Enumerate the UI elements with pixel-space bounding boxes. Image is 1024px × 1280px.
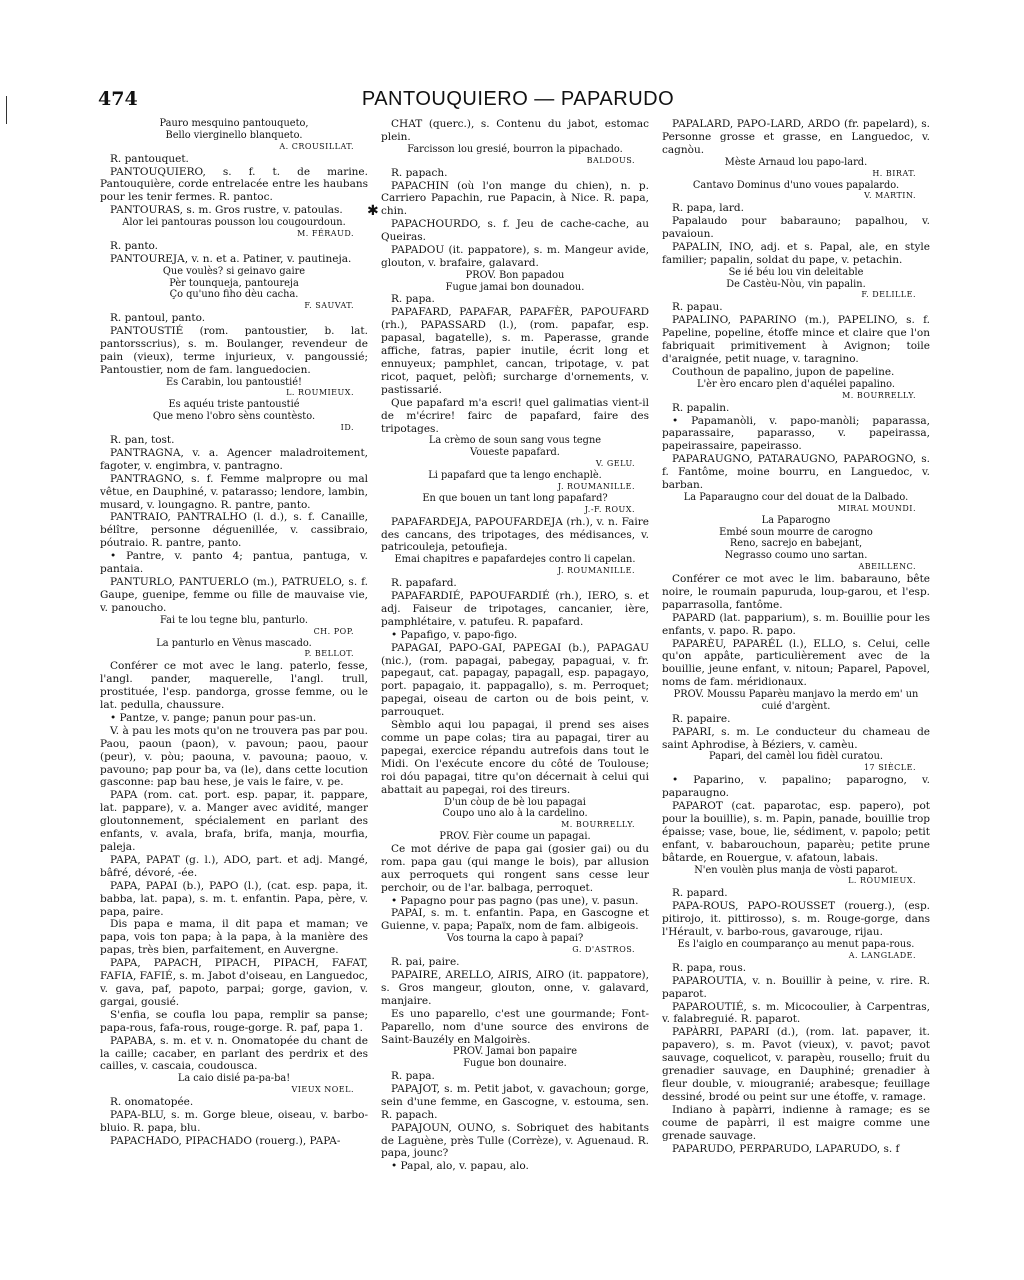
dictionary-entry: PAPARD (lat. papparium), s. m. Bouillie pour les enfants, v. papo. R. papo.: [662, 611, 930, 637]
dictionary-entry: R. papa, lard.: [672, 202, 744, 215]
quotation-line: Es l'aiglo en coumparanço au menut papa-rous.: [677, 939, 915, 951]
dictionary-entry: PANTOUREJA, v. n. et a. Patiner, v. pautineja.: [110, 252, 352, 265]
dictionary-entry: PAPACHOURDO, s. f. Jeu de cache-cache, au Queiras.: [381, 218, 649, 244]
attribution: J.-F. ROUX.: [584, 504, 635, 514]
dictionary-entry: PAPAROUTIA, v. n. Bouillir à peine, v. rire. R. paparot.: [662, 974, 930, 1000]
quotation-line: Se ié béu lou vin deleitable: [728, 266, 864, 278]
quotation-line: Negrasso coumo uno sartan.: [724, 550, 868, 562]
column-left: [100, 118, 368, 1268]
quotation-line: PROV. Bon papadou: [465, 269, 565, 281]
dictionary-entry: R. papach.: [391, 166, 448, 179]
quotation-line: Pauro mesquino pantouqueto,: [159, 118, 309, 129]
dictionary-entry: R. papau.: [672, 301, 723, 314]
dictionary-entry: PAPADOU (it. pappatore), s. m. Mangeur avide, glouton, v. brafaire, galavard.: [381, 244, 649, 269]
margin-rule: [6, 96, 7, 124]
attribution: A. CROUSILLAT.: [279, 141, 354, 151]
dictionary-entry: PANTRAGNO, s. f. Femme malpropre ou mal vêtue, en Dauphiné, v. patarasso; lendore, lambin, musard, v. loungagno. R. pantre, panto.: [100, 472, 368, 511]
quotation-line: La crèmo de soun sang vous tegne: [428, 435, 602, 447]
dictionary-entry: PAPALARD, PAPO-LARD, ARDO (fr. papelard), s. Personne grosse et grasse, en Languedoc, v. cagnòu.: [662, 118, 930, 156]
quotation-line: Bello vierginello blanqueto.: [165, 129, 303, 141]
quotation-line: La Paparaugno cour del douat de la Dalbado.: [683, 492, 909, 504]
quotation-line: En que bouen un tant long papafard?: [422, 492, 608, 504]
dictionary-entry: Couthoun de papalino, jupon de papeline.: [672, 365, 895, 378]
dictionary-entry: PAPA, PAPACH, PIPACH, PIPACH, FAFAT, FAFIA, FAFIÉ, s. m. Jabot d'oiseau, en Languedoc, v. gava, paf, papoto, parpai; gorge, gavion, v. gargai, gousié.: [100, 957, 368, 1008]
dictionary-entry: PAPARAUGNO, PATARAUGNO, PAPAROGNO, s. f. Fantôme, moine bourru, en Languedoc, v. barban.: [662, 453, 930, 492]
dictionary-entry: PAPAIRE, ARELLO, AIRIS, AIRO (it. pappatore), s. Gros mangeur, glouton, onne, v. galavard, manjaire.: [381, 968, 649, 1007]
dictionary-entry: PANTOUSTIÉ (rom. pantoustier, b. lat. pantorsscrius), s. m. Boulanger, revendeur de pain (vieux), terme injurieux, v. pangoussié; Pantoustier, nom de fam. languedocien.: [100, 325, 368, 376]
dictionary-entry: PAPARUDO, PERPARUDO, LAPARUDO, s. f: [672, 1142, 900, 1155]
dictionary-entry: PAPARI, s. m. Le conducteur du chameau de saint Aphrodise, à Béziers, v. camèu.: [662, 725, 930, 751]
dictionary-entry: Dis papa e mama, il dit papa et maman; ve papa, vois ton papa; à la papa, à la manière des papas, très bien, parfaitement, en Auvergne.: [100, 918, 368, 957]
quotation-line: Mèste Arnaud lou papo-lard.: [724, 156, 868, 168]
quotation-line: Embé soun mourre de carogno: [719, 526, 873, 538]
dictionary-entry: PAPA-ROUS, PAPO-ROUSSET (rouerg.), (esp. pitirojo, it. pittirosso), s. m. Rouge-gorge, dans l'Hérault, v. barbo-rous, gavarouge, rijau.: [662, 900, 930, 939]
dictionary-entry: PAPAFARDEJA, PAPOUFARDEJA (rh.), v. n. Faire des cancans, des tripotages, des médisances, v. patricouleja, petoufieja.: [381, 515, 649, 554]
dictionary-entry: R. papa.: [391, 1070, 435, 1082]
quotation-line: Es aquéu triste pantoustié: [168, 399, 300, 411]
attribution: P. BELLOT.: [304, 649, 354, 659]
dictionary-entry: PAPAFARDIÉ, PAPOUFARDIÉ (rh.), IERO, s. et adj. Faiseur de tripotages, cancanier, ière, pamphlétaire, v. patufeu. R. papafard.: [381, 590, 649, 628]
page-header: [98, 88, 938, 116]
dictionary-entry: PAPA, PAPAI (b.), PAPO (l.), (cat. esp. papa, it. babba, lat. papa), s. m. t. enfantin. Papa, père, v. papa, paire.: [100, 879, 368, 918]
dictionary-entry: R. pan, tost.: [110, 434, 175, 447]
dictionary-entry: PAPAGAI, PAPO-GAI, PAPEGAI (b.), PAPAGAU (nic.), (rom. papagai, pabegay, papaguai, v. fr. papegaut, cat. papagay, papagall, esp. papagayo, port. papagaio, it. pappagallo), s. m. Perroquet; papegai, oiseau de carton ou de bois peint, v. parrouquet.: [381, 641, 649, 719]
quotation-line: Alor lei pantouras pousson lou cougourdoun.: [122, 217, 346, 229]
attribution: MIRAL MOUNDI.: [837, 503, 916, 513]
quotation-line: Emai chapitres e papafardejes contro li capelan.: [394, 554, 636, 566]
quotation-line: Ço qu'uno fiho dèu cacha.: [169, 289, 299, 301]
dictionary-entry: PAPÀRRI, PAPARI (d.), (rom. lat. papaver, it. papavero), s. m. Pavot (vieux), v. pavot; pavot sauvage, coquelicot, v. parapèu, rousello; fruit du grenadier sauvage, en Dauphiné; grenadier à fleur double, v. miougranié; arabesque; feuillage dessiné, brodé ou peint sur une étoffe, v. ramage.: [662, 1026, 930, 1103]
attribution: L. ROUMIEUX.: [848, 876, 916, 886]
quotation-line: PROV. Jamai bon papaire: [453, 1046, 577, 1058]
attribution: V. GELU.: [595, 459, 635, 469]
dictionary-entry: R. papalin.: [672, 401, 730, 414]
dictionary-entry: R. pai, paire.: [391, 956, 460, 969]
dictionary-entry: R. papaire.: [672, 712, 731, 725]
dictionary-entry: PANTRAIO, PANTRALHO (l. d.), s. f. Canaille, bélître, personne déguenillée, v. cassibraio, póutraio. R. pantre, panto.: [100, 511, 368, 550]
quotation-line: Vos tourna la capo à papai?: [446, 933, 584, 945]
quotation-line: Fai te lou tegne blu, panturlo.: [159, 614, 309, 626]
quotation-line: De Castèu-Nòu, vin papalin.: [726, 278, 866, 290]
dictionary-entry: • Papagno pour pas pagno (pas une), v. pasun.: [391, 894, 639, 907]
dictionary-entry: R. papa, rous.: [672, 961, 747, 974]
dictionary-entry: Papalaudo pour babarauno; papalhou, v. pavaioun.: [662, 215, 930, 241]
attribution: F. DELILLE.: [861, 290, 916, 300]
quotation-line: Farcisson lou gresié, bourron la pipachado.: [407, 143, 623, 155]
dictionary-entry: PAPA, PAPAT (g. l.), ADO, part. et adj. Mangé, bâfré, dévoré, -ée.: [100, 853, 368, 879]
dictionary-entry: R. pantoul, panto.: [110, 312, 206, 325]
quotation-line: Li papafard que ta lengo enchaplè.: [428, 470, 602, 482]
quotation-line: Es Carabin, lou pantoustié!: [166, 376, 302, 388]
quotation-line: La caio disié pa-pa-ba!: [177, 1073, 291, 1085]
page-title: PANTOUQUIERO — PAPARUDO: [361, 88, 675, 110]
attribution: L. ROUMIEUX.: [286, 388, 354, 398]
attribution: M. BOURRELLY.: [561, 820, 635, 830]
quotation-line: N'en voulèn plus manja de vòsti paparot.: [694, 864, 898, 876]
quotation-line: PROV. Moussu Paparèu manjavo la merdo em' un cuié d'argènt.: [673, 689, 919, 712]
dictionary-entry: R. pantouquet.: [110, 152, 189, 165]
dictionary-entry: • Paparino, v. papalino; paparogno, v. paparaugno.: [662, 774, 930, 800]
attribution: M. FÉRAUD.: [297, 228, 354, 238]
dictionary-entry: PAPAFARD, PAPAFAR, PAPAFÈR, PAPOUFARD (rh.), PAPASSARD (l.), (rom. papafar, esp. papasal, bagatelle), s. m. Paperasse, grande affiche, fatras, papier inutile, écrit long et ennuyeux; pamphlet, cancan, tripotage, v. pat ricot, paquet, pelòfi; surcharge d'ornements, v. pastissarié.: [381, 306, 649, 396]
dictionary-entry: • Papal, alo, v. papau, alo.: [391, 1160, 529, 1173]
dictionary-entry: Que papafard m'a escri! quel galimatias vient-il de m'écrire! fairc de papafard, faire des tripotages.: [381, 396, 649, 435]
dictionary-entry: Conférer ce mot avec le lim. babarauno, bête noire, le roumain papuruda, loup-garou, et l'esp. paparrasolla, fantôme.: [662, 573, 930, 611]
dictionary-entry: R. papard.: [672, 887, 728, 900]
dictionary-entry: PANTURLO, PANTUERLO (m.), PATRUELO, s. f. Gaupe, guenipe, femme ou fille de mauvaise vie, v. panoucho.: [100, 576, 368, 614]
quotation-line: Que meno l'obro sèns countèsto.: [152, 411, 316, 423]
dictionary-entry: • Papafigo, v. papo-figo.: [391, 628, 518, 641]
dictionary-entry: PAPA-BLU, s. m. Gorge bleue, oiseau, v. barbo-bluio. R. papa, blu.: [100, 1109, 368, 1134]
attribution: F. SAUVAT.: [304, 301, 354, 311]
quotation-line: Fugue jamai bon dounadou.: [445, 281, 585, 293]
quotation-line: Fugue bon dounaire.: [463, 1058, 567, 1070]
attribution: 17 SIÈCLE.: [863, 763, 916, 773]
dictionary-entry: PAPAROUTIÉ, s. m. Micocoulier, à Carpentras, v. falabreguié. R. paparot.: [662, 1000, 930, 1026]
dictionary-entry: PANTRAGNA, v. a. Agencer maladroitement, fagoter, v. engimbra, v. pantragno.: [100, 446, 368, 472]
quotation-line: Cantavo Dominus d'uno voues papalardo.: [692, 179, 900, 191]
column-middle: [381, 118, 649, 1268]
attribution: ABEILLENC.: [858, 562, 916, 571]
dictionary-entry: PAPA (rom. cat. port. esp. papar, it. pappare, lat. pappare), v. a. Manger avec avidité, manger gloutonnement, spécialement en parlant des enfants, v. avala, brafa, brifa, manja, mourfia, paleja.: [100, 789, 368, 854]
dictionary-entry: • Papamanòli, v. papo-manòli; paparassa, paparassaire, paparasso, v. papeirassa, papeirassaire, papeirasso.: [662, 414, 930, 453]
attribution: BALDOUS.: [586, 155, 635, 165]
quotation-line: Que voulès? si geinavo gaire: [162, 265, 306, 277]
attribution: H. BIRAT.: [872, 168, 916, 178]
dictionary-entry: PAPAJOUN, OUNO, s. Sobriquet des habitants de Laguène, près Tulle (Corrèze), v. Aguenaud. R. papa, jounc?: [381, 1121, 649, 1160]
dictionary-entry: PAPABA, s. m. et v. n. Onomatopée du chant de la caille; cacaber, en parlant des perdrix et des cailles, v. cascaia, coudousca.: [100, 1034, 368, 1073]
dictionary-entry: • Pantze, v. pange; panun pour pas-un.: [110, 711, 317, 724]
column-right: [662, 118, 930, 1268]
dictionary-entry: PAPAI, s. m. t. enfantin. Papa, en Gascogne et Guienne, v. papa; Papaïx, nom de fam. albigeois.: [381, 907, 649, 933]
dictionary-entry: CHAT (querc.), s. Contenu du jabot, estomac plein.: [381, 118, 649, 143]
quotation-line: Papari, del camèl lou fidèl curatou.: [708, 751, 883, 763]
quotation-line: Pèr tounqueja, pantoureja: [169, 277, 299, 289]
attribution: J. ROUMANILLE.: [557, 481, 635, 491]
dictionary-entry: R. papa.: [391, 293, 435, 306]
dictionary-entry: PAPARÈU, PAPARÉL (l.), ELLO, s. Celui, celle qu'on appâte, particulièrement avec de la bouillie, jeune enfant, v. nitoun; Paparel, Papovel, noms de fam. méridionaux.: [662, 637, 930, 689]
quotation-line: PROV. Fièr coume un papagai.: [439, 831, 591, 843]
dictionary-entry: PANTOUQUIERO, s. f. t. de marine. Pantouquière, corde entrelacée entre les haubans pour les tenir fermes. R. pantoc.: [100, 165, 368, 204]
attribution: V. MARTIN.: [864, 191, 916, 201]
quotation-line: Voueste papafard.: [470, 447, 560, 459]
asterisk-mark: ✱: [367, 203, 379, 219]
page-number: 474: [98, 88, 138, 110]
dictionary-entry: PAPACHIN (où l'on mange du chien), n. p. Carriero Papachin, rue Papacin, à Nice. R. papa, chin.: [381, 179, 649, 218]
dictionary-entry: R. onomatopée.: [110, 1096, 194, 1109]
dictionary-entry: PAPACHADO, PIPACHADO (rouerg.), PAPA-: [110, 1134, 341, 1147]
attribution: ID.: [340, 423, 354, 433]
attribution: J. ROUMANILLE.: [557, 566, 635, 576]
dictionary-entry: V. à pau les mots qu'on ne trouvera pas par pou. Paou, paoun (paon), v. pavoun; paou, paour (peur), v. pòu; paouna, v. pavouna; paouo, v. pavouno; pap pour ba, va (le), dans cette locution gasconne: pap bau hese, je vais le faire, v. pe.: [100, 724, 368, 789]
dictionary-entry: S'enfia, se coufla lou papa, remplir sa panse; papa-rous, fafa-rous, rouge-gorge. R. paf, papa 1.: [100, 1008, 368, 1034]
dictionary-entry: Indiano à papàrri, indienne à ramage; es se coume de papàrri, il est maigre comme une grenade sauvage.: [662, 1103, 930, 1142]
dictionary-entry: PAPALIN, INO, adj. et s. Papal, ale, en style familier; papalin, soldat du pape, v. petachin.: [662, 241, 930, 266]
dictionary-entry: R. panto.: [110, 239, 159, 252]
dictionary-entry: R. papafard.: [391, 577, 457, 590]
quotation-line: La Paparogno: [761, 514, 831, 526]
quotation-line: La panturlo en Vènus mascado.: [156, 637, 312, 649]
quotation-line: Coupo uno alo à la cardelino.: [442, 808, 588, 820]
dictionary-entry: PANTOURAS, s. m. Gros rustre, v. patoulas.: [110, 204, 343, 217]
quotation-line: Reno, sacrejo en babejant,: [729, 538, 863, 550]
quotation-line: D'un còup de bè lou papagai: [444, 796, 586, 808]
dictionary-entry: Conférer ce mot avec le lang. paterlo, fesse, l'angl. pander, maquerelle, l'angl. trull, prostituée, l'esp. pandorga, grosse femme, ou le lat. pedulla, chaussure.: [100, 660, 368, 712]
dictionary-entry: Ce mot dérive de papa gai (gosier gai) ou du rom. papa gau (qui mange le bois), par allusion aux perroquets qui rongent sans cesse leur perchoir, ou de l'ar. balbaga, perroquet.: [381, 842, 649, 894]
attribution: G. D'ASTROS.: [572, 945, 635, 955]
dictionary-entry: • Pantre, v. panto 4; pantua, pantuga, v. pantaia.: [100, 550, 368, 576]
attribution: A. LANGLADE.: [848, 950, 916, 960]
dictionary-entry: Sèmblo aqui lou papagai, il prend ses aises comme un pape colas; tira au papagai, tirer au papegai, exercice répandu autrefois dans tout le Midi. On l'exécute encore du côté de Toulouse; roi dóu papagai, titre qu'on décernait à celui qui abattait au papegai, roi des tireurs.: [381, 719, 649, 796]
quotation-line: L'èr èro encaro plen d'aquélei papalino.: [696, 378, 896, 390]
dictionary-entry: Es uno paparello, c'est une gourmande; Font-Paparello, nom d'une source des environs de Saint-Bauzély en Malgoirès.: [381, 1007, 649, 1046]
attribution: CH. POP.: [313, 626, 354, 636]
dictionary-entry: PAPAROT (cat. paparotac, esp. papero), pot pour la bouillie), s. m. Papin, panade, bouillie trop épaisse; vase, boue, lie, sédiment, v. papolo; petit enfant, v. babarouchoun, paparèu; petite prune bâtarde, en Rouergue, v. afatoun, labais.: [662, 800, 930, 864]
dictionary-entry: PAPALINO, PAPARINO (m.), PAPELINO, s. f. Papeline, popeline, étoffe mince et claire que l'on fabriquait primitivement à Avignon; toile d'araignée, petit nuage, v. taragnino.: [662, 314, 930, 366]
dictionary-entry: PAPAJOT, s. m. Petit jabot, v. gavachoun; gorge, sein d'une femme, en Gascogne, v. estouma, sen. R. papach.: [381, 1082, 649, 1121]
attribution: VIEUX NOEL.: [291, 1085, 354, 1095]
attribution: M. BOURRELLY.: [842, 390, 916, 400]
